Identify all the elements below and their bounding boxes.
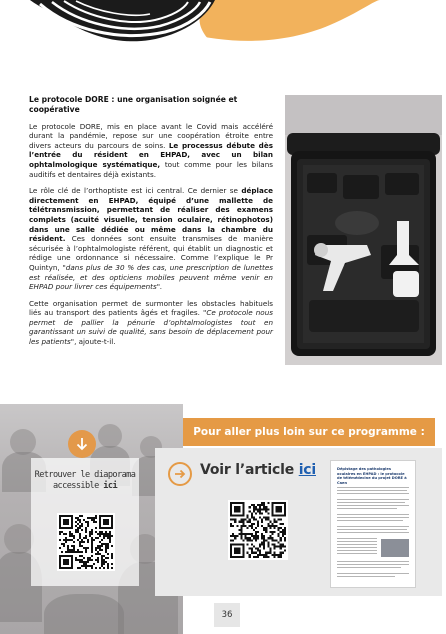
article-ici-link[interactable]: ici [298, 462, 316, 478]
bold-span: Le processus débute dès l’entrée du résident en EHPAD, avec un bilan ophtalmologique systématique, [29, 140, 273, 169]
banner-text: Pour aller plus loin sur ce programme : [193, 426, 425, 438]
quote-span: "Ce protocole nous permet de pallier la pénurie d’ophtalmologistes tout en garantissant un suivi de qualité, sans besoin de déplacement pour les patients" [29, 308, 274, 347]
thumbnail-title: Dépistage des pathologies oculaires en EHPAD : le protocole de télémédecine du projet DORE à Caen [337, 467, 407, 485]
right-arrow-circle-icon [168, 462, 192, 486]
article-paragraph-3 [29, 299, 273, 347]
telemedicine-case-photo [285, 95, 442, 365]
header-wave-decoration [0, 0, 446, 70]
article-body [29, 95, 273, 354]
slideshow-line-1: Retrouver le diaporama [34, 470, 136, 480]
slideshow-line-2 [31, 481, 139, 492]
view-article-heading [200, 462, 316, 478]
thumbnail-image [381, 539, 409, 557]
text-span: Le protocole DORE, mis en place avant le Covid mais accéléré durant la pandémie, repose sur une coopération étroite entre divers acteurs du parcours de soins. [29, 121, 273, 150]
text-span: Le rôle clé de l’orthoptiste est ici central. Ce dernier se [29, 186, 242, 196]
article-thumbnail[interactable] [330, 460, 416, 588]
text-span: accessible [52, 481, 104, 491]
text-span: , ajoute-t-il. [74, 337, 116, 347]
article-heading: Le protocole DORE : une organisation soignée et coopérative [29, 95, 238, 114]
text-span: Voir l’article [200, 462, 299, 478]
text-span: Cette organisation permet de surmonter les obstacles habituels liés au transport des patients âgés et fragiles. [29, 298, 273, 318]
text-span: Ces données sont ensuite transmises de manière sécurisée à l’ophtalmologiste référent, qui établit un diagnostic et rédige une ordonnance si nécessaire. [29, 234, 273, 263]
article-qr-code[interactable] [228, 500, 288, 560]
page-number-text: 36 [221, 610, 233, 620]
further-info-banner [183, 418, 435, 446]
article-paragraph-1 [29, 122, 273, 180]
text-span: tout comme pour les bilans auditifs et dentaires déjà existants. [29, 159, 273, 179]
article-paragraph-2 [29, 186, 273, 292]
slideshow-qr-code[interactable] [57, 513, 115, 571]
text-span: Comme l’explique le Pr Quintyn, [29, 253, 273, 272]
down-arrow-circle-icon [68, 430, 96, 458]
quote-span: "dans plus de 30 % des cas, une prescription de lunettes est réalisée, et des opticiens mobiles peuvent même venir en EHPAD pour livrer ces équipements". [29, 262, 273, 292]
page-number [214, 603, 240, 627]
bold-span: déplace directement en EHPAD, équipé d’une mallette de télétransmission, permettant de réaliser des examens complets (acuité visuelle, tension oculaire, rétinophotos) dans une salle dédiée ou même dans la chambre du résident. [29, 186, 273, 244]
slideshow-ici-link[interactable]: ici [103, 481, 118, 491]
slideshow-link-text [31, 470, 139, 492]
